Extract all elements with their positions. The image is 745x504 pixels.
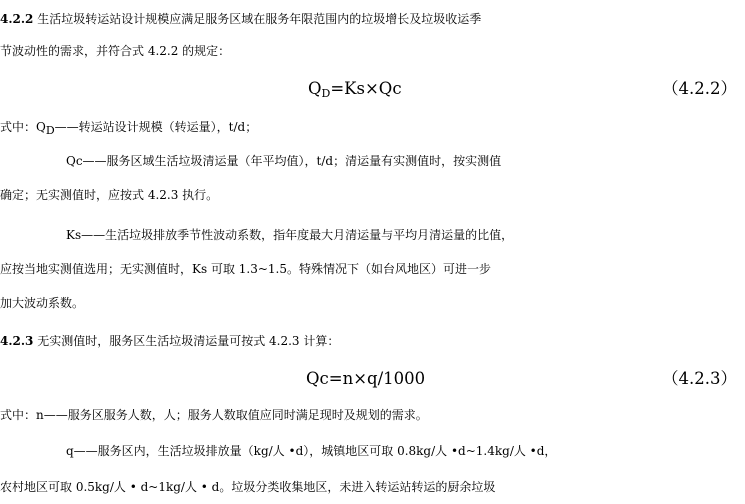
section-4-2-2-text-1: 生活垃圾转运站设计规模应满足服务区域在服务年限范围内的垃圾增长及垃圾收运季 [33, 12, 482, 26]
definition-qc-line-1 [0, 146, 745, 176]
definition-ks-text-1: Ks——生活垃圾排放季节性波动系数，指年度最大月清运量与平均月清运量的比值， [66, 228, 514, 242]
definition-q-text-1: q——服务区内，生活垃圾排放量（kg/人 •d），城镇地区可取 0.8kg/人 •d~1.4kg/人 •d， [66, 444, 557, 458]
definition-q-line-1 [0, 436, 745, 466]
formula-4-2-2 [0, 74, 745, 104]
definition-ks-line-1 [0, 220, 745, 250]
section-4-2-3-line-1 [0, 326, 745, 356]
formula-4-2-3 [0, 364, 745, 394]
section-number-4-2-2: 4.2.2 [0, 12, 34, 26]
definition-n-text: 式中：n——服务区服务人数，人；服务人数取值应同时满足现时及规划的需求。 [0, 408, 428, 422]
formula-q-symbol: Q [308, 79, 322, 98]
definition-qc-line-2 [0, 180, 745, 210]
formula-4-2-3-number: （4.2.3） [662, 369, 737, 388]
section-4-2-2-text-2: 节波动性的需求，并符合式 4.2.2 的规定： [0, 44, 231, 58]
definition-qd-subscript: D [45, 124, 55, 137]
definition-qc-text-1: Qc——服务区域生活垃圾清运量（年平均值），t/d；清运量有实测值时，按实测值 [66, 154, 502, 168]
formula-rest: =Ks×Qc [330, 79, 402, 98]
definition-q-text-2: 农村地区可取 0.5kg/人 • d~1kg/人 • d。垃圾分类收集地区，未进入转运站转运的厨余垃圾 [0, 480, 496, 494]
section-4-2-2-line-1 [0, 4, 745, 34]
formula-4-2-2-expression [308, 74, 402, 104]
section-number-4-2-3: 4.2.3 [0, 334, 34, 348]
definition-n [0, 400, 745, 430]
formula-4-2-2-number: （4.2.2） [662, 79, 737, 98]
definition-qd-text: ——转运站设计规模（转运量），t/d； [54, 120, 258, 134]
definition-ks-text-2: 应按当地实测值选用；无实测值时，Ks 可取 1.3~1.5。特殊情况下（如台风地区）可进一步 [0, 262, 491, 276]
definition-ks-line-2 [0, 254, 745, 284]
section-4-2-3-text-1: 无实测值时，服务区生活垃圾清运量可按式 4.2.3 计算： [33, 334, 340, 348]
definition-q-line-2 [0, 472, 745, 502]
definition-ks-line-3 [0, 288, 745, 318]
definition-qc-text-2: 确定；无实测值时，应按式 4.2.3 执行。 [0, 188, 219, 202]
definition-qd [0, 112, 745, 142]
definition-qd-label: 式中：Q [0, 120, 46, 134]
section-4-2-2-line-2 [0, 36, 745, 66]
definition-ks-text-3: 加大波动系数。 [0, 296, 85, 310]
formula-d-subscript: D [321, 87, 331, 100]
formula-4-2-3-expression: Qc=n×q/1000 [306, 369, 426, 388]
